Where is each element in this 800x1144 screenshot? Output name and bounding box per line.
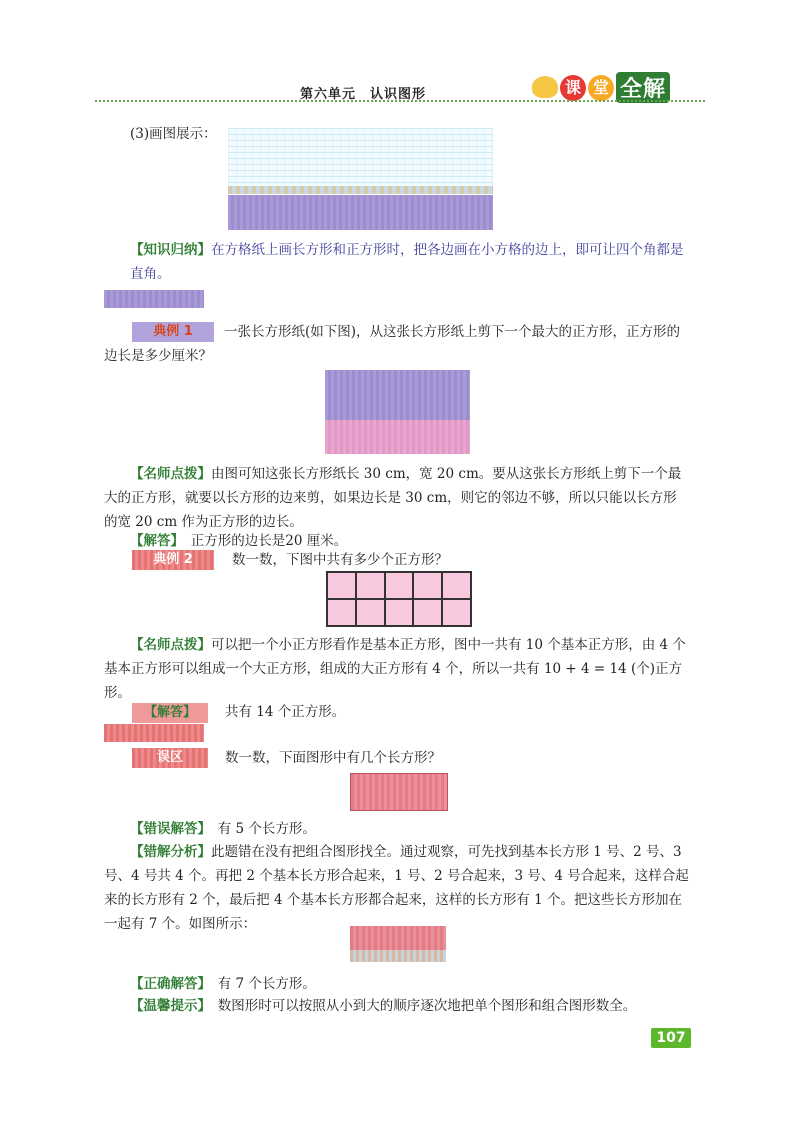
answer-2-tag: 【解答】 [132,703,208,723]
decor-bar-2 [104,724,204,742]
wrong-answer-text: 有 5 个长方形。 [217,821,316,837]
tip-1-tag: 【名师点拨】 [130,466,211,482]
mistake-text: 数一数，下面图形中有几个长方形？ [225,750,441,766]
header-divider [95,100,705,102]
page-number: 107 [651,1028,691,1048]
knowledge-summary [130,238,690,286]
knowledge-text: 在方格纸上画长方形和正方形时，把各边画在小方格的边上，即可让四个角都是直角。 [130,242,684,282]
mascot-icon [532,76,558,98]
tip-2-text: 可以把一个小正方形看作是基本正方形，图中一共有 10 个基本正方形，由 4 个基本正方形可以组成一个大正方形，组成的大正方形有 4 个，所以一共有 10 + 4 = 14 (个)正方形。 [104,637,686,701]
reminder-tag: 【温馨提示】 [130,998,205,1014]
draw-label: (3)画图展示： [130,126,217,142]
example-2-label: 典例 2 [132,550,214,570]
rectangle-bottom-figure [325,420,470,454]
answer-1-text: 正方形的边长是20 厘米。 [190,533,348,549]
combined-rectangles-strip [350,950,446,962]
brand-char-1: 课 [560,75,586,101]
wrong-answer-tag: 【错误解答】 [130,821,205,837]
unit-title: 第六单元 认识图形 [300,87,427,102]
answer-1-tag: 【解答】 [130,533,178,549]
combined-rectangles-figure [350,926,446,950]
rectangle-top-figure [325,370,470,420]
example-1-text: 一张长方形纸(如下图)，从这张长方形纸上剪下一个最大的正方形，正方形的边长是多少厘米？ [104,324,681,364]
mistake-rectangle-figure [350,773,448,811]
tip-2-tag: 【名师点拨】 [130,637,211,653]
correct-answer-tag: 【正确解答】 [130,976,205,992]
square-grid-figure [326,571,472,627]
tip-2 [104,633,690,705]
mistake-label: 误区 [132,748,208,768]
reminder-text: 数图形时可以按照从小到大的顺序逐次地把单个图形和组合图形数全。 [217,998,637,1014]
brand-char-3: 全解 [616,72,670,103]
tip-1 [104,462,690,534]
grid-figure-strip [228,186,493,194]
reminder [130,994,636,1018]
wrong-analysis-tag: 【错解分析】 [130,844,211,860]
wrong-analysis-text: 此题错在没有把组合图形找全。通过观察，可先找到基本长方形 1 号、2 号、3 号、4 号共 4 个。再把 2 个基本长方形合起来，1 号、2 号合起来，3 号、4 号合起来，这样合起来的长方形有 2 个，最后把 4 个基本长方形都合起来，这样的长方形有 1 个。把这些长方形加在一起有 7 个。如图所示： [104,844,689,932]
example-1-label: 典例 1 [132,322,214,342]
purple-figure [228,195,493,230]
example-2-text: 数一数，下图中共有多少个正方形？ [232,552,448,568]
wrong-answer [130,817,316,841]
knowledge-tag: 【知识归纳】 [130,242,211,258]
correct-answer [130,972,316,996]
grid-figure [228,128,493,188]
brand-logo [560,72,670,103]
tip-1-text: 由图可知这张长方形纸长 30 cm，宽 20 cm。要从这张长方形纸上剪下一个最大的正方形，就要以长方形的边来剪，如果边长是 30 cm，则它的邻边不够，所以只能以长方形的宽 20 cm 作为正方形的边长。 [104,466,682,530]
decor-bar [104,290,204,308]
answer-2-text: 共有 14 个正方形。 [225,704,346,720]
wrong-analysis [104,840,690,936]
brand-char-2: 堂 [588,75,614,101]
correct-answer-text: 有 7 个长方形。 [217,976,316,992]
